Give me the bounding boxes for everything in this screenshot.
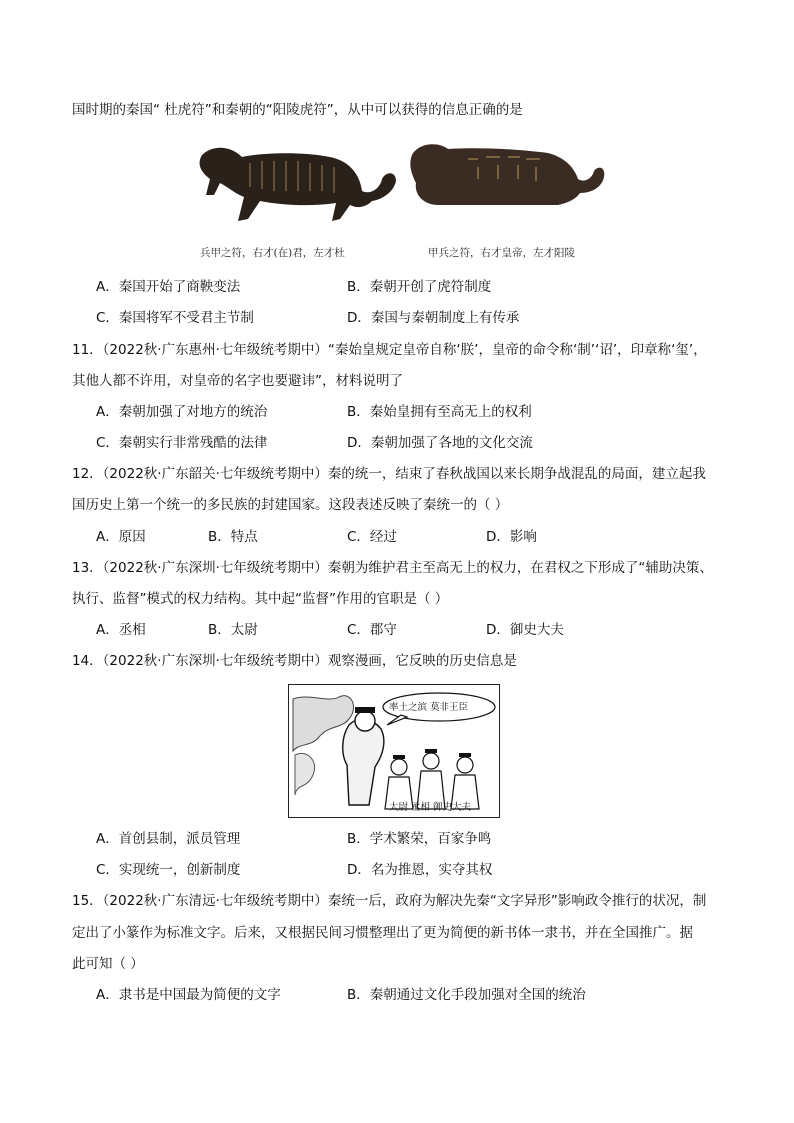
q15-stem-line1: 15．（2022秋·广东清远·七年级统考期中）秦统一后，政府为解决先秦“文字异形”影响政令推行的状况，制 xyxy=(72,893,707,909)
q15-stem-line2: 定出了小篆作为标准文字。后来，又根据民间习惯整理出了更为简便的新书体一隶书，并在全国推广。据 xyxy=(72,925,693,941)
q12-option-d: D．影响 xyxy=(486,529,537,545)
q13-option-c: C．郡守 xyxy=(347,622,397,638)
q11-option-d: D．秦朝加强了各地的文化交流 xyxy=(347,435,533,451)
q13-option-d: D．御史大夫 xyxy=(486,622,564,638)
q10-option-b: B．秦朝开创了虎符制度 xyxy=(347,279,492,295)
q11-option-c: C．秦朝实行非常残酷的法律 xyxy=(96,435,268,451)
q14-stem-line1: 14．（2022秋·广东深圳·七年级统考期中）观察漫画，它反映的历史信息是 xyxy=(72,653,517,669)
q12-option-c: C．经过 xyxy=(347,529,397,545)
q14-option-b: B．学术繁荣，百家争鸣 xyxy=(347,831,492,847)
q15-option-b: B．秦朝通过文化手段加强对全国的统治 xyxy=(347,987,586,1003)
figure-caption-right: 甲兵之符，右才皇帝，左才阳陵 xyxy=(428,247,575,259)
q10-option-c: C．秦国将军不受君主节制 xyxy=(96,310,254,326)
q12-option-b: B．特点 xyxy=(208,529,258,545)
cartoon-speech-bubble: 率土之滨 莫非王臣 xyxy=(389,702,469,713)
q13-option-a: A．丞相 xyxy=(96,622,146,638)
question-10-stem: 国时期的秦国“ 杜虎符”和秦朝的“阳陵虎符”，从中可以获得的信息正确的是 xyxy=(72,102,523,118)
q13-stem-line1: 13．（2022秋·广东深圳·七年级统考期中）秦朝为维护君主至高无上的权力，在君权之下形成了“辅助决策、 xyxy=(72,560,713,576)
q13-stem-line2: 执行、监督”模式的权力结构。其中起“监督”作用的官职是（ ） xyxy=(72,591,449,607)
q14-option-c: C．实现统一，创新制度 xyxy=(96,862,241,878)
q12-option-a: A．原因 xyxy=(96,529,146,545)
tiger-tallies-figure xyxy=(190,135,610,233)
q11-stem-line1: 11．（2022秋·广东惠州·七年级统考期中）“秦始皇规定皇帝自称‘朕’，皇帝的命令称‘制’‘诏’，印章称‘玺’， xyxy=(72,342,707,358)
cartoon-labels: 太尉 丞相 御史大夫 xyxy=(389,802,472,813)
q15-stem-line3: 此可知（ ） xyxy=(72,956,144,972)
q11-stem-line2: 其他人都不许用，对皇帝的名字也要避讳”，材料说明了 xyxy=(72,373,403,389)
q12-stem-line1: 12．（2022秋·广东韶关·七年级统考期中）秦的统一，结束了春秋战国以来长期争战混乱的局面，建立起我 xyxy=(72,466,706,482)
q15-option-a: A．隶书是中国最为简便的文字 xyxy=(96,987,281,1003)
cartoon-figure xyxy=(288,684,500,818)
q12-stem-line2: 国历史上第一个统一的多民族的封建国家。这段表述反映了秦统一的（ ） xyxy=(72,497,509,513)
q14-option-a: A．首创县制，派员管理 xyxy=(96,831,241,847)
q10-option-a: A．秦国开始了商鞅变法 xyxy=(96,279,241,295)
figure-caption-left: 兵甲之符，右才(在)君，左才杜 xyxy=(200,247,345,259)
q14-option-d: D．名为推恩，实夺其权 xyxy=(347,862,493,878)
q13-option-b: B．太尉 xyxy=(208,622,258,638)
q11-option-a: A．秦朝加强了对地方的统治 xyxy=(96,404,268,420)
q10-option-d: D．秦国与秦朝制度上有传承 xyxy=(347,310,520,326)
du-tiger-tally-image xyxy=(200,148,396,221)
yangling-tiger-tally-image xyxy=(410,144,604,205)
q11-option-b: B．秦始皇拥有至高无上的权利 xyxy=(347,404,532,420)
